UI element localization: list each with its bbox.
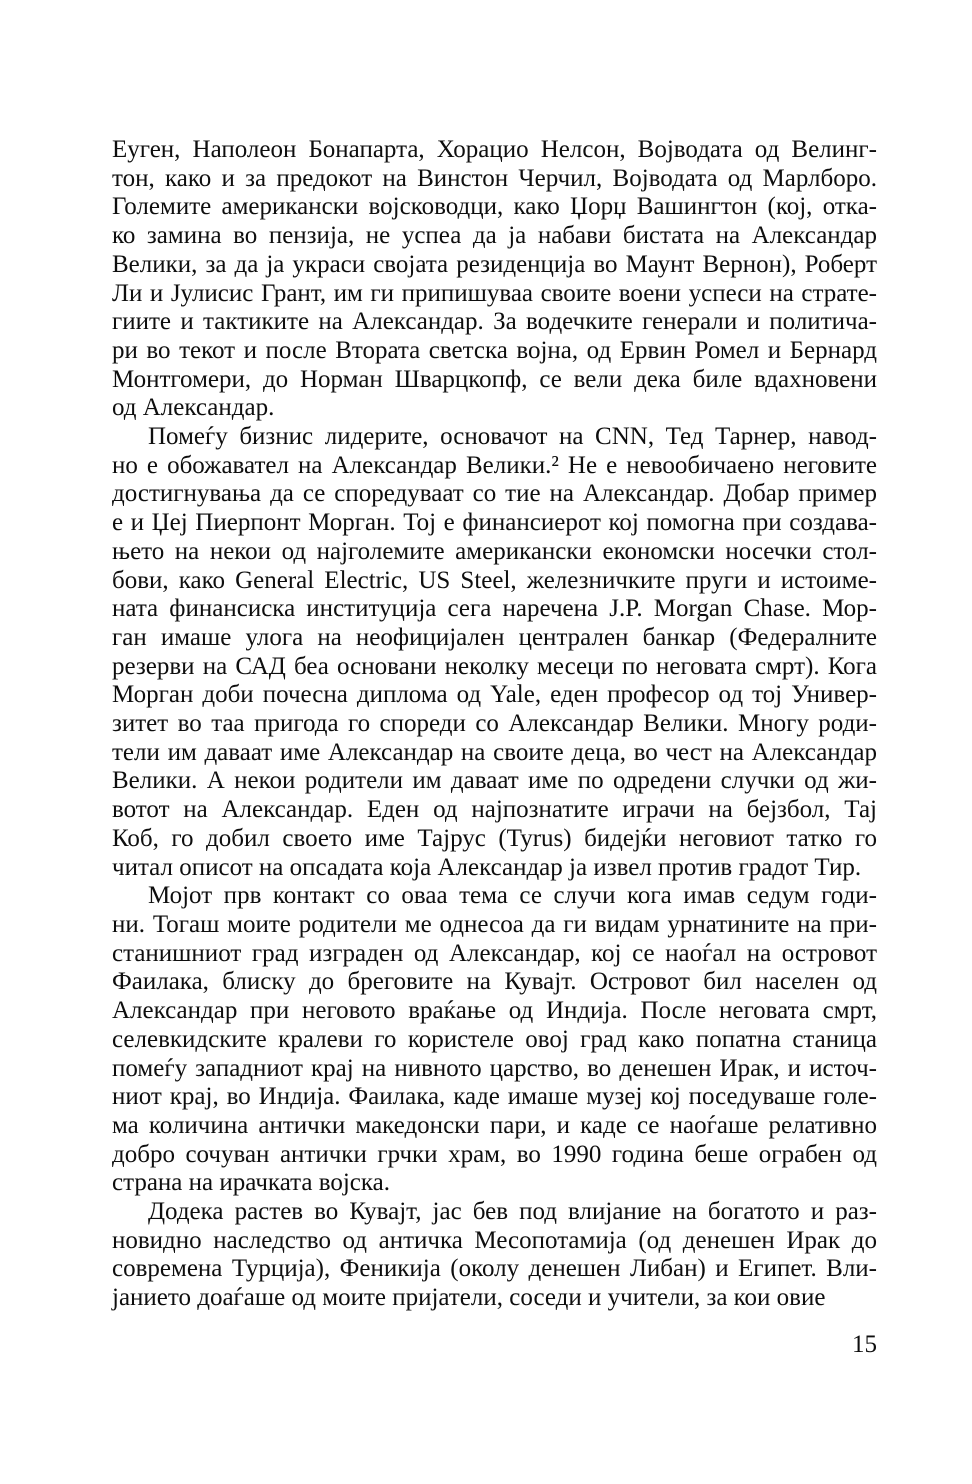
text-line: Велики. А некои родители им даваат име по одредени случки од жи- (112, 767, 877, 795)
text-line: гиите и тактиките на Александар. За водечките генерали и политича- (112, 308, 877, 336)
text-line: Ли и Јулисис Грант, им ги припишуваа своите воени успеси на страте- (112, 279, 877, 307)
text-line: ри во текот и после Втората светска војна, од Ервин Ромел и Бернард (112, 336, 877, 364)
paragraph (112, 423, 877, 882)
text-line: современа Турција), Феникија (околу денешен Либан) и Египет. Вли- (112, 1255, 877, 1283)
text-line: достигнувања да се споредуваат со тие на Александар. Добар пример (112, 480, 877, 508)
text-line: Еуген, Наполеон Бонапарта, Хорацио Нелсон, Војводата од Велинг- (112, 136, 877, 163)
text-line: страна на ирачката војска. (112, 1169, 391, 1197)
text-line: Помеѓу бизнис лидерите, основачот на CNN, Тед Тарнер, навод- (148, 423, 877, 451)
text-line: резерви на САД беа основани неколку месеци по неговата смрт). Кога (112, 652, 877, 680)
text-line: тели им даваат име Александар на своите деца, во чест на Александар (112, 738, 877, 766)
text-line: Коб, го добил своето име Тајрус (Tyrus) бидејќи неговиот татко го (112, 824, 877, 852)
text-line: ма количина антички македонски пари, и каде се наоѓаше релативно (112, 1111, 877, 1139)
text-line: њето на некои од најголемите американски економски носечки стол- (112, 537, 877, 565)
text-line: станишниот град изграден од Александар, кој се наоѓал на островот (112, 939, 877, 967)
text-line: бови, како General Electric, US Steel, железничките пруги и истоиме- (112, 566, 877, 594)
text-line: ган имаше улога на неофицијален централен банкар (Федералните (112, 623, 877, 651)
text-line: читал описот на опсадата која Александар ја извел против градот Тир. (112, 853, 862, 881)
text-line: Големите американски војсководци, како Џорџ Вашингтон (кој, отка- (112, 193, 877, 221)
text-line: Велики, за да ја украси својата резиденција во Маунт Вернон), Роберт (112, 250, 877, 278)
text-line: ко замина во пензија, не успеа да ја набави бистата на Александар (112, 222, 877, 250)
text-line: помеѓу западниот крај на нивното царство, во денешен Ирак, и источ- (112, 1054, 877, 1082)
text-line: тон, како и за предокот на Винстон Черчил, Војводата од Марлборо. (112, 164, 877, 192)
text-line: ната финансиска институција сега наречена J.P. Morgan Chase. Мор- (112, 595, 877, 623)
text-line: Александар при неговото враќање од Индија. После неговата смрт, (112, 997, 877, 1025)
page-number: 15 (852, 1331, 877, 1358)
text-line: Фаилака, блиску до бреговите на Кувајт. Островот бил населен од (112, 968, 877, 996)
text-line: јанието доаѓаше од моите пријатели, соседи и учители, за кои овие (112, 1284, 826, 1312)
text-line: зитет во таа пригода го спореди со Александар Велики. Многу роди- (112, 710, 877, 738)
text-line: Мојот прв контакт со оваа тема се случи кога имав седум годи- (148, 882, 877, 910)
text-line: новидно наследство од античка Месопотамија (од денешен Ирак до (112, 1226, 877, 1254)
text-line: селевкидските кралеви го користеле овој град како попатна станица (112, 1025, 877, 1053)
text-line: е и Џеј Пиерпонт Морган. Тој е финансиерот кој помогна при создава- (112, 509, 877, 537)
text-line: добро сочуван антички грчки храм, во 1990 година беше ограбен од (112, 1140, 877, 1168)
paragraph (112, 136, 877, 423)
text-line: вотот на Александар. Еден од најпознатите играчи на бејзбол, Тај (112, 796, 877, 824)
paragraph (112, 882, 877, 1198)
text-block (112, 136, 877, 1313)
text-line: ни. Тогаш моите родители ме однесоа да ги видам урнатините на при- (112, 910, 877, 938)
text-line: но е обожавател на Александар Велики.² Не е невообичаено неговите (112, 451, 877, 479)
paragraph (112, 1198, 877, 1313)
text-line: ниот крај, во Индија. Фаилака, каде имаше музеј кој поседуваше голе- (112, 1083, 877, 1111)
text-line: Додека растев во Кувајт, јас бев под влијание на богатото и раз- (148, 1198, 877, 1226)
text-line: од Александар. (112, 394, 275, 422)
text-line: Монтгомери, до Норман Шварцкопф, се вели дека биле вдахновени (112, 365, 877, 393)
text-line: Морган доби почесна диплома од Yale, еден професор од тој Универ- (112, 681, 877, 709)
